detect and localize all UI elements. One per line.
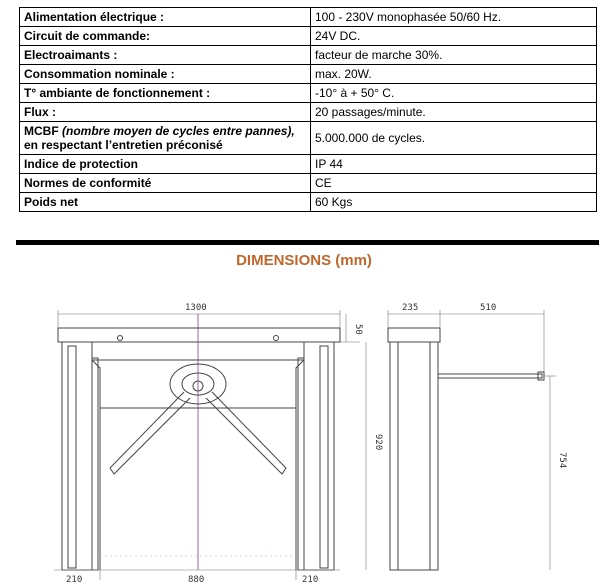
dim-arm-height: 754 bbox=[557, 452, 567, 469]
spec-row bbox=[20, 84, 597, 103]
dim-depth-body: 235 bbox=[402, 303, 419, 313]
spec-value: -10° à + 50° C. bbox=[311, 84, 597, 103]
spec-row bbox=[20, 193, 597, 212]
spec-value: 24V DC. bbox=[311, 27, 597, 46]
screw-left bbox=[118, 336, 123, 341]
spec-label: Indice de protection bbox=[20, 155, 311, 174]
spec-row bbox=[20, 27, 597, 46]
front-right-cabinet bbox=[304, 342, 334, 570]
dimensions-title: DIMENSIONS (mm) bbox=[236, 252, 372, 269]
dim-width-total: 1300 bbox=[185, 303, 207, 313]
spec-label: Consommation nominale : bbox=[20, 65, 311, 84]
side-body bbox=[390, 342, 438, 570]
spec-value: IP 44 bbox=[311, 155, 597, 174]
front-top-cover bbox=[58, 328, 340, 342]
spec-row bbox=[20, 174, 597, 193]
front-head-right bbox=[296, 342, 304, 570]
side-arm-tip bbox=[538, 372, 544, 380]
spec-value: 100 - 230V monophasée 50/60 Hz. bbox=[311, 8, 597, 27]
spec-label-italic: (nombre moyen de cycles entre pannes), bbox=[62, 124, 295, 138]
dim-depth-arm: 510 bbox=[480, 303, 497, 313]
spec-value: 20 passages/minute. bbox=[311, 103, 597, 122]
spec-label: T° ambiante de fonctionnement : bbox=[20, 84, 311, 103]
dim-top-height: 50 bbox=[353, 324, 363, 335]
spec-label-main: MCBF bbox=[24, 124, 62, 138]
section-divider bbox=[16, 240, 599, 245]
front-left-cabinet bbox=[62, 342, 92, 570]
spec-label: Circuit de commande: bbox=[20, 27, 311, 46]
spec-row bbox=[20, 65, 597, 84]
front-right-inner bbox=[298, 358, 304, 570]
spec-label: Normes de conformité bbox=[20, 174, 311, 193]
front-left-inner bbox=[92, 358, 98, 570]
spec-label: Poids net bbox=[20, 193, 311, 212]
front-right-panel bbox=[320, 346, 328, 568]
spec-label: Alimentation électrique : bbox=[20, 8, 311, 27]
spec-row bbox=[20, 122, 597, 155]
spec-row bbox=[20, 155, 597, 174]
spec-value: CE bbox=[311, 174, 597, 193]
side-top-cover bbox=[388, 328, 440, 342]
spec-label-line2: en respectant l’entretien préconisé bbox=[24, 138, 223, 152]
front-left-panel bbox=[68, 346, 76, 568]
dim-side-left: 210 bbox=[66, 575, 83, 585]
spec-row bbox=[20, 103, 597, 122]
turnstile-drawing bbox=[0, 280, 608, 588]
spec-value: max. 20W. bbox=[311, 65, 597, 84]
dim-height-total: 920 bbox=[373, 434, 383, 451]
spec-row bbox=[20, 8, 597, 27]
spec-value: 60 Kgs bbox=[311, 193, 597, 212]
turnstile-arm-right bbox=[206, 392, 286, 474]
spec-label bbox=[20, 122, 311, 155]
dim-side-right: 210 bbox=[302, 575, 319, 585]
spec-label: Flux : bbox=[20, 103, 311, 122]
front-head-left bbox=[92, 342, 100, 570]
turnstile-arm-left bbox=[110, 392, 190, 474]
specifications-table bbox=[19, 7, 597, 212]
side-arm bbox=[438, 374, 542, 378]
spec-value: 5.000.000 de cycles. bbox=[311, 122, 597, 155]
spec-value: facteur de marche 30%. bbox=[311, 46, 597, 65]
spec-label: Electroaimants : bbox=[20, 46, 311, 65]
screw-right bbox=[274, 336, 279, 341]
spec-row bbox=[20, 46, 597, 65]
dim-passage-width: 880 bbox=[188, 575, 205, 585]
